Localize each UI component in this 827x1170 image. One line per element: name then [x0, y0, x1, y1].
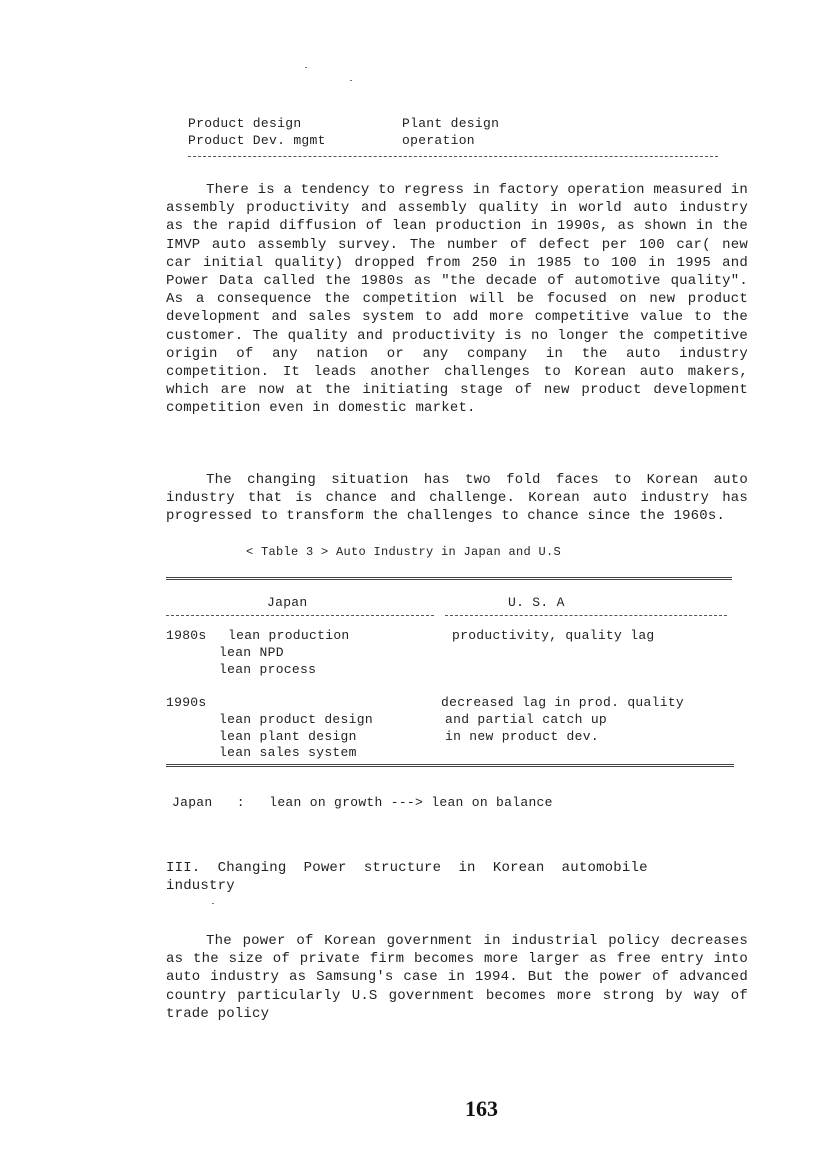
- header-table-col2-row2: operation: [402, 133, 475, 148]
- section-heading-line2: industry: [166, 878, 235, 894]
- page-number: 163: [465, 1096, 498, 1121]
- table-note: Japan : lean on growth ---> lean on balance: [172, 795, 553, 810]
- table-head-usa: U. S. A: [508, 595, 565, 610]
- scan-speck: [212, 903, 214, 904]
- row-1990s-japan-2: lean plant design: [219, 729, 357, 744]
- body-paragraph-2: The changing situation has two fold faces to Korean auto industry that is chance and challenge. Korean auto industry has progressed to transform the challenges to chance since the 1960s.: [166, 472, 748, 525]
- row-1980s-label: 1980s: [166, 628, 207, 643]
- scan-speck: [305, 67, 307, 68]
- header-table-col2-row1: Plant design: [402, 116, 500, 131]
- section-heading-line1: III. Changing Power structure in Korean automobile: [166, 860, 648, 876]
- row-1980s-usa: productivity, quality lag: [452, 628, 655, 643]
- table-head-japan: Japan: [267, 595, 308, 610]
- row-1990s-usa-2: and partial catch up: [445, 712, 608, 727]
- row-1980s-japan-1: lean production: [228, 628, 350, 643]
- header-table-rule: [188, 156, 718, 157]
- table-caption: < Table 3 > Auto Industry in Japan and U.S: [246, 545, 562, 559]
- row-1990s-usa-1: decreased lag in prod. quality: [441, 695, 685, 710]
- table-head-rule-right: [445, 615, 727, 616]
- section-paragraph: The power of Korean government in industrial policy decreases as the size of private firm becomes more larger as free entry into auto industry as Samsung's case in 1994. But the power of advanced country particularly U.S government becomes more strong by way of trade policy: [166, 933, 748, 1022]
- header-table-col1-row1: Product design: [188, 116, 302, 131]
- row-1990s-japan-1: lean product design: [219, 712, 373, 727]
- row-1990s-label: 1990s: [166, 695, 207, 710]
- table-bottom-rule: [166, 764, 734, 767]
- body-paragraph-1: There is a tendency to regress in factory operation measured in assembly productivity and assembly quality in world auto industry as the rapid diffusion of lean production in 1990s, as shown in the IMVP auto assembly survey. The number of defect per 100 car( new car initial quality) dropped from 250 in 1985 to 100 in 1995 and Power Data called the 1980s as "the decade of automotive quality". As a consequence the competition will be focused on new product development and sales system to add more competitive value to the customer. The quality and productivity is no longer the competitive origin of any nation or any company in the auto industry competition. It leads another challenges to Korean auto makers, which are now at the initiating stage of new product development competition even in domestic market.: [166, 182, 748, 417]
- row-1980s-japan-2: lean NPD: [219, 645, 284, 660]
- row-1980s-japan-3: lean process: [219, 662, 317, 677]
- scan-speck: [350, 80, 352, 81]
- table-top-rule: [166, 577, 732, 580]
- row-1990s-japan-3: lean sales system: [219, 745, 357, 760]
- header-table-col1-row2: Product Dev. mgmt: [188, 133, 326, 148]
- table-head-rule-left: [166, 615, 434, 616]
- row-1990s-usa-3: in new product dev.: [445, 729, 599, 744]
